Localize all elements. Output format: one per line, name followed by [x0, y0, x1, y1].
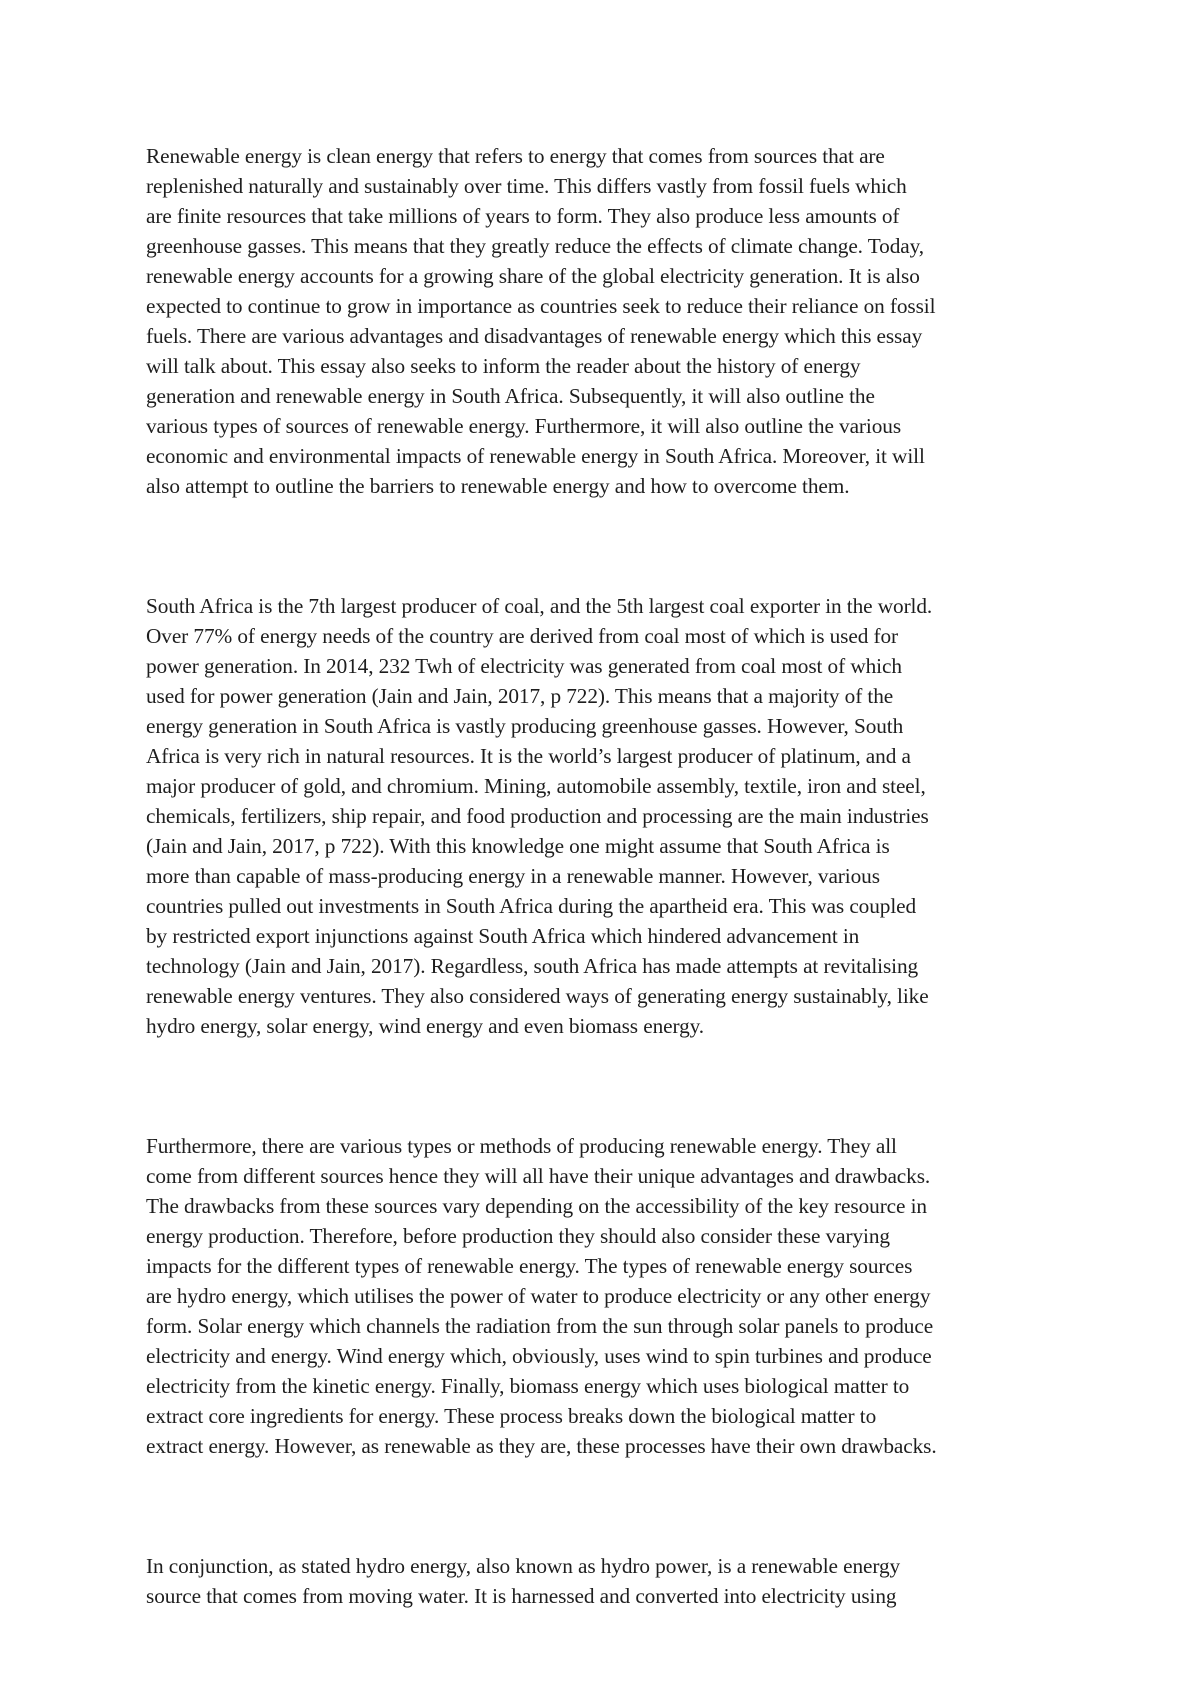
text-line: expected to continue to grow in importance as countries seek to reduce their reliance on fossil — [146, 294, 936, 318]
text-line: electricity from the kinetic energy. Finally, biomass energy which uses biological matter to — [146, 1374, 910, 1398]
text-line: technology (Jain and Jain, 2017). Regardless, south Africa has made attempts at revitalising — [146, 954, 919, 978]
text-line: economic and environmental impacts of renewable energy in South Africa. Moreover, it will — [146, 444, 925, 468]
text-line: fuels. There are various advantages and disadvantages of renewable energy which this essay — [146, 324, 923, 348]
text-line: will talk about. This essay also seeks to inform the reader about the history of energy — [146, 354, 861, 378]
text-line: The drawbacks from these sources vary depending on the accessibility of the key resource in — [146, 1194, 927, 1218]
text-line: various types of sources of renewable energy. Furthermore, it will also outline the various — [146, 414, 902, 438]
paragraph-types-of-renewable-energy — [146, 1131, 1086, 1461]
text-line: extract energy. However, as renewable as they are, these processes have their own drawbacks. — [146, 1434, 937, 1458]
paragraph-introduction — [146, 141, 1086, 501]
text-line: extract core ingredients for energy. These process breaks down the biological matter to — [146, 1404, 877, 1428]
text-line: South Africa is the 7th largest producer of coal, and the 5th largest coal exporter in the world. — [146, 594, 933, 618]
text-line: form. Solar energy which channels the radiation from the sun through solar panels to produce — [146, 1314, 934, 1338]
text-line: electricity and energy. Wind energy which, obviously, uses wind to spin turbines and produce — [146, 1344, 932, 1368]
text-line: greenhouse gasses. This means that they greatly reduce the effects of climate change. Today, — [146, 234, 924, 258]
text-line: renewable energy ventures. They also considered ways of generating energy sustainably, like — [146, 984, 929, 1008]
text-line: Over 77% of energy needs of the country are derived from coal most of which is used for — [146, 624, 899, 648]
text-line: countries pulled out investments in South Africa during the apartheid era. This was coupled — [146, 894, 917, 918]
text-line: are hydro energy, which utilises the power of water to produce electricity or any other energy — [146, 1284, 931, 1308]
text-line: hydro energy, solar energy, wind energy and even biomass energy. — [146, 1014, 705, 1038]
text-line: replenished naturally and sustainably over time. This differs vastly from fossil fuels which — [146, 174, 907, 198]
text-line: major producer of gold, and chromium. Mining, automobile assembly, textile, iron and steel, — [146, 774, 926, 798]
text-line: (Jain and Jain, 2017, p 722). With this knowledge one might assume that South Africa is — [146, 834, 890, 858]
text-line: Furthermore, there are various types or methods of producing renewable energy. They all — [146, 1134, 897, 1158]
text-line: by restricted export injunctions against South Africa which hindered advancement in — [146, 924, 860, 948]
paragraph-south-africa-history — [146, 591, 1086, 1041]
document-body — [146, 141, 1086, 1701]
text-line: Africa is very rich in natural resources. It is the world’s largest producer of platinum, and a — [146, 744, 911, 768]
text-line: come from different sources hence they will all have their unique advantages and drawbacks. — [146, 1164, 931, 1188]
text-line: more than capable of mass-producing energy in a renewable manner. However, various — [146, 864, 880, 888]
text-line: energy production. Therefore, before production they should also consider these varying — [146, 1224, 890, 1248]
text-line: impacts for the different types of renewable energy. The types of renewable energy sources — [146, 1254, 913, 1278]
paragraph-hydro-energy — [146, 1551, 1086, 1611]
text-line: are finite resources that take millions of years to form. They also produce less amounts of — [146, 204, 900, 228]
text-line: used for power generation (Jain and Jain, 2017, p 722). This means that a majority of the — [146, 684, 894, 708]
text-line: power generation. In 2014, 232 Twh of electricity was generated from coal most of which — [146, 654, 902, 678]
text-line: renewable energy accounts for a growing share of the global electricity generation. It is also — [146, 264, 920, 288]
text-line: Renewable energy is clean energy that refers to energy that comes from sources that are — [146, 144, 885, 168]
text-line: energy generation in South Africa is vastly producing greenhouse gasses. However, South — [146, 714, 904, 738]
text-line: source that comes from moving water. It is harnessed and converted into electricity using — [146, 1584, 897, 1608]
text-line: chemicals, fertilizers, ship repair, and food production and processing are the main industries — [146, 804, 929, 828]
text-line: generation and renewable energy in South Africa. Subsequently, it will also outline the — [146, 384, 875, 408]
text-line: In conjunction, as stated hydro energy, also known as hydro power, is a renewable energy — [146, 1554, 901, 1578]
text-line: also attempt to outline the barriers to renewable energy and how to overcome them. — [146, 474, 850, 498]
